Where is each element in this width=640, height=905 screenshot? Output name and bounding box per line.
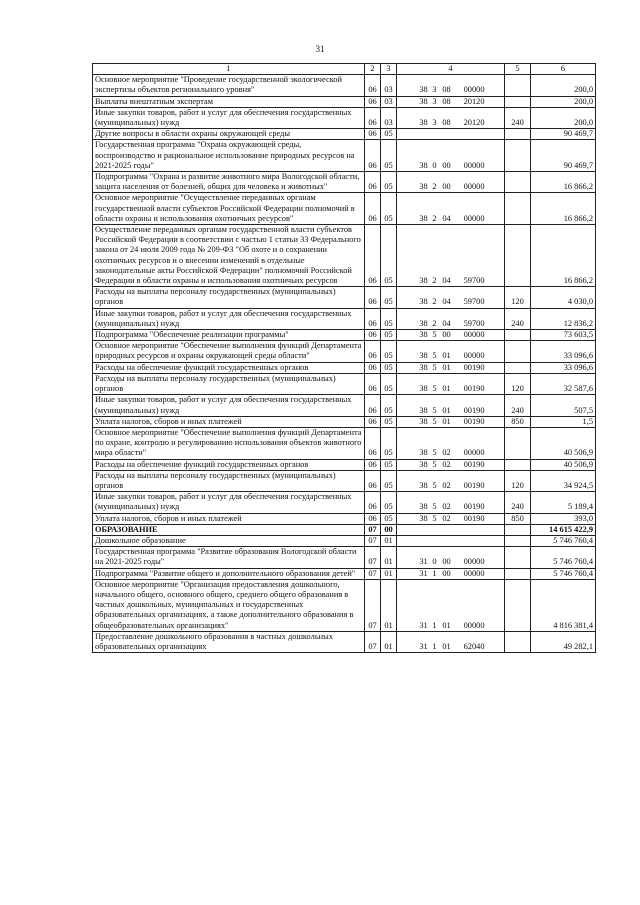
target-article-code bbox=[397, 75, 505, 96]
csr-direction: 00000 bbox=[463, 182, 485, 192]
csr-direction: 20120 bbox=[463, 96, 485, 106]
csr-subprogram: 5 bbox=[432, 513, 437, 523]
amount: 73 603,5 bbox=[531, 330, 596, 341]
csr-subprogram: 1 bbox=[432, 641, 437, 651]
amount: 200,0 bbox=[531, 75, 596, 96]
expense-type-code bbox=[505, 631, 531, 652]
target-article-code bbox=[397, 341, 505, 362]
csr-program: 38 bbox=[419, 502, 428, 512]
csr-activity: 02 bbox=[442, 480, 451, 490]
csr-direction: 00000 bbox=[463, 213, 485, 223]
table-row bbox=[93, 459, 596, 470]
subsection-code: 05 bbox=[381, 395, 397, 416]
section-code: 06 bbox=[365, 75, 381, 96]
amount: 34 924,5 bbox=[531, 470, 596, 491]
table-row bbox=[93, 416, 596, 427]
target-article-code bbox=[397, 140, 505, 172]
item-name: ОБРАЗОВАНИЕ bbox=[93, 524, 365, 535]
amount: 90 469,7 bbox=[531, 129, 596, 140]
section-code: 06 bbox=[365, 308, 381, 329]
csr-program: 38 bbox=[419, 384, 428, 394]
expense-type-code bbox=[505, 524, 531, 535]
csr-direction: 00190 bbox=[463, 384, 485, 394]
header-cell: 6 bbox=[531, 64, 596, 75]
csr-program: 38 bbox=[419, 448, 428, 458]
target-article-code bbox=[397, 513, 505, 524]
csr-program: 38 bbox=[419, 182, 428, 192]
amount: 32 587,6 bbox=[531, 373, 596, 394]
subsection-code: 05 bbox=[381, 416, 397, 427]
table-row bbox=[93, 470, 596, 491]
csr-activity: 00 bbox=[442, 330, 451, 340]
amount: 16 866,2 bbox=[531, 225, 596, 287]
csr-activity: 01 bbox=[442, 416, 451, 426]
table-row bbox=[93, 96, 596, 107]
csr-program: 38 bbox=[419, 480, 428, 490]
expense-type-code bbox=[505, 225, 531, 287]
csr-direction: 00000 bbox=[463, 568, 485, 578]
item-name: Основное мероприятие "Проведение государственной экологической экспертизы объектов регионального уровня" bbox=[93, 75, 365, 96]
csr-subprogram: 5 bbox=[432, 416, 437, 426]
expense-type-code bbox=[505, 75, 531, 96]
table-row bbox=[93, 427, 596, 459]
csr-subprogram: 5 bbox=[432, 480, 437, 490]
csr-subprogram: 5 bbox=[432, 448, 437, 458]
section-code: 07 bbox=[365, 579, 381, 631]
subsection-code: 05 bbox=[381, 129, 397, 140]
target-article-code bbox=[397, 492, 505, 513]
table-row bbox=[93, 362, 596, 373]
item-name: Основное мероприятие "Обеспечение выполнения функций Департамента по охране, контролю и регулированию использования объектов животного мира области" bbox=[93, 427, 365, 459]
csr-activity: 04 bbox=[442, 318, 451, 328]
table-row bbox=[93, 140, 596, 172]
item-name: Государственная программа "Развитие образования Вологодской области на 2021-2025 годы" bbox=[93, 547, 365, 568]
csr-program: 38 bbox=[419, 213, 428, 223]
csr-subprogram: 2 bbox=[432, 276, 437, 286]
section-code: 06 bbox=[365, 172, 381, 193]
csr-direction: 00000 bbox=[463, 160, 485, 170]
csr-program: 38 bbox=[419, 160, 428, 170]
csr-direction: 00190 bbox=[463, 513, 485, 523]
csr-subprogram: 2 bbox=[432, 297, 437, 307]
target-article-code bbox=[397, 470, 505, 491]
target-article-code bbox=[397, 459, 505, 470]
table-row bbox=[93, 308, 596, 329]
amount: 4 816 381,4 bbox=[531, 579, 596, 631]
item-name: Выплаты внештатным экспертам bbox=[93, 96, 365, 107]
section-code: 07 bbox=[365, 547, 381, 568]
item-name: Иные закупки товаров, работ и услуг для обеспечения государственных (муниципальных) нужд bbox=[93, 308, 365, 329]
csr-program: 38 bbox=[419, 362, 428, 372]
item-name: Расходы на выплаты персоналу государственных (муниципальных) органов bbox=[93, 287, 365, 308]
csr-direction: 00000 bbox=[463, 85, 485, 95]
csr-activity: 01 bbox=[442, 641, 451, 651]
amount: 40 506,9 bbox=[531, 459, 596, 470]
table-row bbox=[93, 287, 596, 308]
csr-direction: 00190 bbox=[463, 405, 485, 415]
csr-activity: 08 bbox=[442, 96, 451, 106]
section-code: 06 bbox=[365, 287, 381, 308]
target-article-code bbox=[397, 172, 505, 193]
csr-direction: 00000 bbox=[463, 620, 485, 630]
subsection-code: 05 bbox=[381, 470, 397, 491]
item-name: Расходы на обеспечение функций государственных органов bbox=[93, 459, 365, 470]
item-name: Другие вопросы в области охраны окружающей среды bbox=[93, 129, 365, 140]
target-article-code bbox=[397, 225, 505, 287]
csr-program: 38 bbox=[419, 118, 428, 128]
csr-subprogram: 5 bbox=[432, 351, 437, 361]
table-row bbox=[93, 225, 596, 287]
header-row bbox=[93, 64, 596, 75]
table-row bbox=[93, 395, 596, 416]
subsection-code: 03 bbox=[381, 96, 397, 107]
expense-type-code: 240 bbox=[505, 395, 531, 416]
expense-type-code bbox=[505, 362, 531, 373]
table-row bbox=[93, 172, 596, 193]
subsection-code: 01 bbox=[381, 547, 397, 568]
csr-direction: 20120 bbox=[463, 118, 485, 128]
item-name: Государственная программа "Охрана окружающей среды, воспроизводство и рациональное использование природных ресурсов на 2021-2025 годы" bbox=[93, 140, 365, 172]
csr-activity: 08 bbox=[442, 85, 451, 95]
amount: 5 746 760,4 bbox=[531, 535, 596, 546]
header-cell: 4 bbox=[397, 64, 505, 75]
expense-type-code bbox=[505, 547, 531, 568]
csr-subprogram: 0 bbox=[432, 557, 437, 567]
csr-subprogram: 5 bbox=[432, 362, 437, 372]
csr-program: 38 bbox=[419, 330, 428, 340]
target-article-code bbox=[397, 547, 505, 568]
subsection-code: 05 bbox=[381, 513, 397, 524]
csr-program: 38 bbox=[419, 85, 428, 95]
subsection-code: 01 bbox=[381, 631, 397, 652]
amount: 393,0 bbox=[531, 513, 596, 524]
item-name: Расходы на выплаты персоналу государственных (муниципальных) органов bbox=[93, 373, 365, 394]
target-article-code bbox=[397, 416, 505, 427]
section-code: 06 bbox=[365, 395, 381, 416]
expense-type-code bbox=[505, 459, 531, 470]
target-article-code bbox=[397, 362, 505, 373]
csr-subprogram: 0 bbox=[432, 160, 437, 170]
table-row bbox=[93, 193, 596, 225]
expense-type-code: 120 bbox=[505, 373, 531, 394]
table-row bbox=[93, 107, 596, 128]
item-name: Дошкольное образование bbox=[93, 535, 365, 546]
expense-type-code: 120 bbox=[505, 470, 531, 491]
amount: 200,0 bbox=[531, 96, 596, 107]
expense-type-code bbox=[505, 140, 531, 172]
section-code: 06 bbox=[365, 225, 381, 287]
csr-program: 38 bbox=[419, 513, 428, 523]
amount: 90 469,7 bbox=[531, 140, 596, 172]
csr-subprogram: 2 bbox=[432, 182, 437, 192]
amount: 16 866,2 bbox=[531, 193, 596, 225]
table-row bbox=[93, 129, 596, 140]
csr-direction: 62040 bbox=[463, 641, 485, 651]
subsection-code: 00 bbox=[381, 524, 397, 535]
subsection-code: 05 bbox=[381, 362, 397, 373]
csr-program: 38 bbox=[419, 96, 428, 106]
csr-program: 31 bbox=[419, 641, 428, 651]
target-article-code bbox=[397, 308, 505, 329]
csr-subprogram: 1 bbox=[432, 620, 437, 630]
csr-activity: 08 bbox=[442, 118, 451, 128]
csr-activity: 02 bbox=[442, 459, 451, 469]
amount: 5 746 760,4 bbox=[531, 547, 596, 568]
header-cell: 1 bbox=[93, 64, 365, 75]
section-code: 06 bbox=[365, 96, 381, 107]
section-code: 06 bbox=[365, 427, 381, 459]
amount: 507,5 bbox=[531, 395, 596, 416]
item-name: Иные закупки товаров, работ и услуг для обеспечения государственных (муниципальных) нужд bbox=[93, 395, 365, 416]
amount: 4 030,0 bbox=[531, 287, 596, 308]
subsection-code: 05 bbox=[381, 225, 397, 287]
section-code: 06 bbox=[365, 470, 381, 491]
csr-activity: 02 bbox=[442, 448, 451, 458]
amount: 5 189,4 bbox=[531, 492, 596, 513]
csr-program: 38 bbox=[419, 416, 428, 426]
table-row bbox=[93, 524, 596, 535]
expense-type-code: 240 bbox=[505, 492, 531, 513]
section-code: 06 bbox=[365, 107, 381, 128]
item-name: Иные закупки товаров, работ и услуг для обеспечения государственных (муниципальных) нужд bbox=[93, 492, 365, 513]
subsection-code: 05 bbox=[381, 172, 397, 193]
section-code: 06 bbox=[365, 459, 381, 470]
csr-activity: 02 bbox=[442, 513, 451, 523]
csr-subprogram: 3 bbox=[432, 118, 437, 128]
csr-activity: 01 bbox=[442, 405, 451, 415]
csr-direction: 00190 bbox=[463, 362, 485, 372]
csr-direction: 59700 bbox=[463, 297, 485, 307]
expense-type-code bbox=[505, 341, 531, 362]
target-article-code bbox=[397, 96, 505, 107]
target-article-code bbox=[397, 579, 505, 631]
subsection-code: 05 bbox=[381, 492, 397, 513]
csr-activity: 04 bbox=[442, 297, 451, 307]
expense-type-code bbox=[505, 129, 531, 140]
csr-program: 38 bbox=[419, 297, 428, 307]
section-code: 06 bbox=[365, 140, 381, 172]
table-row bbox=[93, 568, 596, 579]
item-name: Предоставление дошкольного образования в частных дошкольных образовательных организациях bbox=[93, 631, 365, 652]
item-name: Подпрограмма "Охрана и развитие животного мира Вологодской области, защита населения от болезней, общих для человека и животных" bbox=[93, 172, 365, 193]
subsection-code: 05 bbox=[381, 287, 397, 308]
csr-direction: 00000 bbox=[463, 330, 485, 340]
item-name: Иные закупки товаров, работ и услуг для обеспечения государственных (муниципальных) нужд bbox=[93, 107, 365, 128]
csr-direction: 59700 bbox=[463, 276, 485, 286]
expense-type-code: 240 bbox=[505, 107, 531, 128]
subsection-code: 01 bbox=[381, 579, 397, 631]
table-row bbox=[93, 579, 596, 631]
item-name: Расходы на выплаты персоналу государственных (муниципальных) органов bbox=[93, 470, 365, 491]
subsection-code: 01 bbox=[381, 535, 397, 546]
csr-subprogram: 3 bbox=[432, 96, 437, 106]
header-cell: 2 bbox=[365, 64, 381, 75]
target-article-code bbox=[397, 427, 505, 459]
target-article-code bbox=[397, 631, 505, 652]
csr-activity: 01 bbox=[442, 384, 451, 394]
expense-type-code bbox=[505, 535, 531, 546]
csr-direction: 00190 bbox=[463, 480, 485, 490]
item-name: Уплата налогов, сборов и иных платежей bbox=[93, 513, 365, 524]
csr-program: 38 bbox=[419, 459, 428, 469]
csr-subprogram: 5 bbox=[432, 459, 437, 469]
expense-type-code: 850 bbox=[505, 416, 531, 427]
csr-program: 38 bbox=[419, 405, 428, 415]
item-name: Осуществление переданных органам государственной власти субъектов Российской Федерации в соответствии с частью 1 статьи 33 Федерального закона от 24 июля 2009 года № 209-ФЗ "Об охоте и о сохранении охотничьих ресурсов и о внесении изменений в отдельные законодательные акты Российской Федерации" полномочий Российской Федерации в области охраны и использования охотничьих ресурсов bbox=[93, 225, 365, 287]
subsection-code: 05 bbox=[381, 341, 397, 362]
target-article-code bbox=[397, 287, 505, 308]
csr-activity: 00 bbox=[442, 182, 451, 192]
amount: 5 746 760,4 bbox=[531, 568, 596, 579]
section-code: 07 bbox=[365, 535, 381, 546]
budget-table bbox=[92, 63, 596, 653]
csr-program: 31 bbox=[419, 557, 428, 567]
expense-type-code: 120 bbox=[505, 287, 531, 308]
csr-direction: 00190 bbox=[463, 459, 485, 469]
section-code: 06 bbox=[365, 373, 381, 394]
expense-type-code: 850 bbox=[505, 513, 531, 524]
item-name: Подпрограмма "Развитие общего и дополнительного образования детей" bbox=[93, 568, 365, 579]
csr-activity: 01 bbox=[442, 362, 451, 372]
section-code: 07 bbox=[365, 524, 381, 535]
csr-subprogram: 5 bbox=[432, 405, 437, 415]
table-row bbox=[93, 547, 596, 568]
target-article-code bbox=[397, 107, 505, 128]
csr-activity: 04 bbox=[442, 276, 451, 286]
expense-type-code bbox=[505, 568, 531, 579]
csr-direction: 00190 bbox=[463, 416, 485, 426]
page-number: 31 bbox=[315, 44, 325, 54]
target-article-code bbox=[397, 193, 505, 225]
expense-type-code bbox=[505, 96, 531, 107]
csr-program: 38 bbox=[419, 351, 428, 361]
target-article-code bbox=[397, 129, 505, 140]
csr-subprogram: 5 bbox=[432, 330, 437, 340]
section-code: 07 bbox=[365, 631, 381, 652]
expense-type-code bbox=[505, 193, 531, 225]
expense-type-code bbox=[505, 579, 531, 631]
target-article-code bbox=[397, 568, 505, 579]
section-code: 06 bbox=[365, 513, 381, 524]
item-name: Расходы на обеспечение функций государственных органов bbox=[93, 362, 365, 373]
amount: 40 506,9 bbox=[531, 427, 596, 459]
section-code: 06 bbox=[365, 129, 381, 140]
section-code: 06 bbox=[365, 362, 381, 373]
header-cell: 3 bbox=[381, 64, 397, 75]
csr-activity: 00 bbox=[442, 160, 451, 170]
table-row bbox=[93, 513, 596, 524]
amount: 14 615 422,9 bbox=[531, 524, 596, 535]
section-code: 06 bbox=[365, 341, 381, 362]
table-row bbox=[93, 373, 596, 394]
subsection-code: 05 bbox=[381, 427, 397, 459]
expense-type-code bbox=[505, 172, 531, 193]
csr-direction: 59700 bbox=[463, 318, 485, 328]
item-name: Уплата налогов, сборов и иных платежей bbox=[93, 416, 365, 427]
item-name: Основное мероприятие "Осуществление переданных органам государственной власти субъектов Российской Федерации полномочий в области охраны и использования охотничьих ресурсов" bbox=[93, 193, 365, 225]
table-row bbox=[93, 330, 596, 341]
expense-type-code bbox=[505, 330, 531, 341]
csr-subprogram: 5 bbox=[432, 502, 437, 512]
section-code: 06 bbox=[365, 492, 381, 513]
table-row bbox=[93, 341, 596, 362]
csr-program: 38 bbox=[419, 318, 428, 328]
csr-subprogram: 5 bbox=[432, 384, 437, 394]
amount: 1,5 bbox=[531, 416, 596, 427]
subsection-code: 03 bbox=[381, 75, 397, 96]
target-article-code bbox=[397, 373, 505, 394]
csr-activity: 00 bbox=[442, 557, 451, 567]
csr-subprogram: 1 bbox=[432, 568, 437, 578]
csr-activity: 00 bbox=[442, 568, 451, 578]
subsection-code: 01 bbox=[381, 568, 397, 579]
csr-program: 38 bbox=[419, 276, 428, 286]
table-row bbox=[93, 75, 596, 96]
csr-subprogram: 3 bbox=[432, 85, 437, 95]
item-name: Подпрограмма "Обеспечение реализации программы" bbox=[93, 330, 365, 341]
csr-direction: 00190 bbox=[463, 502, 485, 512]
expense-type-code bbox=[505, 427, 531, 459]
target-article-code bbox=[397, 524, 505, 535]
expense-type-code: 240 bbox=[505, 308, 531, 329]
csr-program: 31 bbox=[419, 620, 428, 630]
target-article-code bbox=[397, 330, 505, 341]
amount: 12 836,2 bbox=[531, 308, 596, 329]
section-code: 06 bbox=[365, 193, 381, 225]
section-code: 06 bbox=[365, 416, 381, 427]
subsection-code: 05 bbox=[381, 308, 397, 329]
section-code: 06 bbox=[365, 330, 381, 341]
csr-activity: 04 bbox=[442, 213, 451, 223]
csr-direction: 00000 bbox=[463, 448, 485, 458]
header-cell: 5 bbox=[505, 64, 531, 75]
table-row bbox=[93, 631, 596, 652]
section-code: 07 bbox=[365, 568, 381, 579]
table-row bbox=[93, 535, 596, 546]
csr-subprogram: 2 bbox=[432, 213, 437, 223]
csr-subprogram: 2 bbox=[432, 318, 437, 328]
amount: 49 282,1 bbox=[531, 631, 596, 652]
csr-direction: 00000 bbox=[463, 351, 485, 361]
target-article-code bbox=[397, 395, 505, 416]
table-row bbox=[93, 492, 596, 513]
target-article-code bbox=[397, 535, 505, 546]
subsection-code: 05 bbox=[381, 330, 397, 341]
csr-activity: 02 bbox=[442, 502, 451, 512]
csr-activity: 01 bbox=[442, 351, 451, 361]
subsection-code: 05 bbox=[381, 459, 397, 470]
csr-direction: 00000 bbox=[463, 557, 485, 567]
amount: 33 096,6 bbox=[531, 341, 596, 362]
csr-program: 31 bbox=[419, 568, 428, 578]
item-name: Основное мероприятие "Организация предоставления дошкольного, начального общего, основного общего, среднего общего образования в частных дошкольных, муниципальных и государственных образовательных организациях, а также дополнительного образования в общеобразовательных организациях" bbox=[93, 579, 365, 631]
amount: 33 096,6 bbox=[531, 362, 596, 373]
subsection-code: 05 bbox=[381, 373, 397, 394]
subsection-code: 03 bbox=[381, 107, 397, 128]
amount: 16 866,2 bbox=[531, 172, 596, 193]
item-name: Основное мероприятие "Обеспечение выполнения функций Департамента природных ресурсов и охраны окружающей среды области" bbox=[93, 341, 365, 362]
subsection-code: 05 bbox=[381, 140, 397, 172]
subsection-code: 05 bbox=[381, 193, 397, 225]
amount: 200,0 bbox=[531, 107, 596, 128]
csr-activity: 01 bbox=[442, 620, 451, 630]
